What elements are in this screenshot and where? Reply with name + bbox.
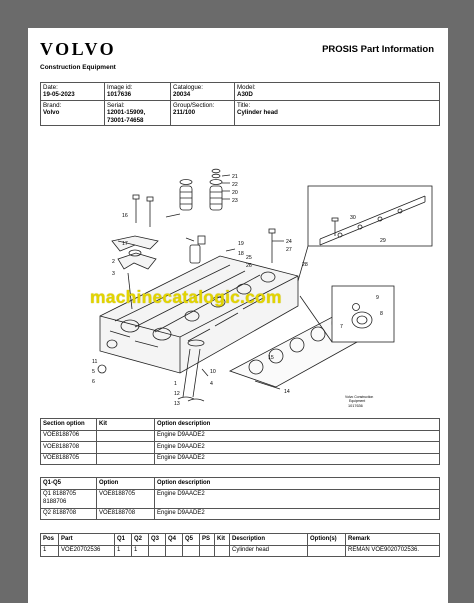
callout-label: 27: [286, 247, 292, 253]
table-cell: VOE8188705: [97, 489, 155, 508]
table-header: Kit: [215, 534, 230, 546]
table-header: Description: [230, 534, 308, 546]
callout-label: 16: [122, 213, 128, 219]
callout-label: 29: [380, 238, 386, 244]
table-cell: 1: [132, 545, 149, 557]
callout-label: 4: [210, 381, 213, 387]
meta-cell-catalogue: [171, 83, 235, 101]
table-cell: [97, 453, 155, 465]
image-id-label: Image id:: [107, 84, 133, 91]
table-header: Part: [59, 534, 115, 546]
table-cell: [166, 545, 183, 557]
table-row: [41, 489, 440, 508]
group-value: 211/100: [173, 109, 196, 117]
date-label: Date:: [43, 84, 58, 91]
table-header-row: [41, 478, 440, 490]
image-id-value: 1017636: [107, 91, 132, 99]
table-row: [41, 430, 440, 442]
table-header: Q2: [132, 534, 149, 546]
callout-label: 20: [232, 190, 238, 196]
table-header: Section option: [41, 419, 97, 431]
table-cell: [308, 545, 346, 557]
table-cell: Engine D9AADE2: [155, 508, 440, 520]
title-value: Cylinder head: [237, 109, 278, 117]
table-cell: VOE8188708: [41, 442, 97, 454]
meta-row: [41, 100, 440, 125]
meta-row: [41, 83, 440, 101]
diagram-caption: Volvo Construction: [345, 395, 374, 399]
callout-label: 3: [112, 271, 115, 277]
q-option-table: [40, 477, 440, 520]
callout-label: 12: [174, 391, 180, 397]
callout-label: 5: [92, 369, 95, 375]
table-header-row: [41, 419, 440, 431]
serial-label: Serial:: [107, 101, 125, 109]
callout-label: 25: [246, 255, 252, 261]
callout-label: 1: [174, 381, 177, 387]
page-title: PROSIS Part Information: [322, 44, 434, 55]
table-header: Option(s): [308, 534, 346, 546]
table-cell: Q1 8188705 8188706: [41, 489, 97, 508]
table-header: Remark: [346, 534, 440, 546]
title-label: Title:: [237, 101, 251, 109]
table-cell: 1: [41, 545, 59, 557]
table-row: [41, 442, 440, 454]
callout-label: 30: [350, 215, 356, 221]
table-header: Q1-Q5: [41, 478, 97, 490]
table-row: [41, 545, 440, 557]
meta-cell-image-id: [105, 83, 171, 101]
table-cell: Engine D9AACE2: [155, 489, 440, 508]
meta-cell-date: [41, 83, 105, 101]
table-cell: [215, 545, 230, 557]
table-header: Kit: [97, 419, 155, 431]
volvo-logo: VOLVO: [40, 39, 117, 59]
callout-label: 6: [92, 379, 95, 385]
callout-label: 15: [268, 355, 274, 361]
table-cell: Q2 8188708: [41, 508, 97, 520]
catalogue-label: Catalogue:: [173, 84, 203, 91]
meta-cell-brand: [41, 100, 105, 125]
callout-label: 17: [122, 241, 128, 247]
callout-label: 23: [232, 198, 238, 204]
table-cell: Engine D9AADE2: [155, 430, 440, 442]
callout-label: 22: [232, 182, 238, 188]
watermark-text: machinecatalogic.com: [90, 287, 282, 307]
meta-cell-model: [235, 83, 440, 101]
callout-label: 14: [284, 389, 290, 395]
group-label: Group/Section:: [173, 101, 215, 109]
table-header: Option: [97, 478, 155, 490]
table-row: [41, 508, 440, 520]
callout-label: 19: [238, 241, 244, 247]
table-header: Q5: [183, 534, 200, 546]
table-cell: REMAN VOE9020702536.: [346, 545, 440, 557]
table-cell: Cylinder head: [230, 545, 308, 557]
table-cell: 1: [115, 545, 132, 557]
table-header: Q4: [166, 534, 183, 546]
meta-cell-title: [235, 100, 440, 125]
exploded-parts-diagram: [40, 141, 440, 411]
serial-value-2: 73001-74658: [107, 116, 144, 124]
table-cell: VOE8188706: [41, 430, 97, 442]
callout-label: 2: [112, 259, 115, 265]
serial-value-1: 12001-15909,: [107, 109, 146, 117]
diagram-caption-id: 1017636: [348, 404, 363, 408]
table-cell: [200, 545, 215, 557]
callout-label: 13: [174, 401, 180, 407]
table-cell: [97, 430, 155, 442]
table-cell: VOE20702536: [59, 545, 115, 557]
meta-cell-serial: [105, 100, 171, 125]
table-cell: VOE8188705: [41, 453, 97, 465]
section-option-table: [40, 418, 440, 465]
table-cell: [97, 442, 155, 454]
table-header: Pos: [41, 534, 59, 546]
table-cell: Engine D9AADE2: [155, 442, 440, 454]
table-header: PS: [200, 534, 215, 546]
table-row: [41, 453, 440, 465]
brand-value: Volvo: [43, 109, 60, 117]
table-header: Option description: [155, 419, 440, 431]
meta-cell-group: [171, 100, 235, 125]
model-value: A30D: [237, 91, 253, 99]
callout-label: 24: [286, 239, 292, 245]
table-cell: [183, 545, 200, 557]
callout-label: 7: [340, 324, 343, 330]
model-label: Model:: [237, 84, 256, 91]
meta-table: [40, 82, 440, 126]
brand-label: Brand:: [43, 101, 62, 109]
table-cell: [149, 545, 166, 557]
table-cell: VOE8188708: [97, 508, 155, 520]
date-value: 19-05-2023: [43, 91, 75, 99]
callout-label: 11: [92, 359, 98, 365]
callout-label: 18: [238, 251, 244, 257]
diagram-caption: Equipment: [349, 399, 366, 403]
parts-table: [40, 533, 440, 557]
callout-label: 21: [232, 174, 238, 180]
catalogue-value: 20034: [173, 91, 191, 99]
table-header: Option description: [155, 478, 440, 490]
table-header-row: [41, 534, 440, 546]
callout-label: 28: [302, 262, 308, 268]
brand-subtitle: Construction Equipment: [40, 64, 116, 71]
callout-label: 8: [380, 311, 383, 317]
document-page: [28, 28, 448, 603]
callout-label: 9: [376, 295, 379, 301]
callout-label: 26: [246, 263, 252, 269]
table-header: Q3: [149, 534, 166, 546]
callout-label: 10: [210, 369, 216, 375]
table-header: Q1: [115, 534, 132, 546]
table-cell: Engine D9AADE2: [155, 453, 440, 465]
